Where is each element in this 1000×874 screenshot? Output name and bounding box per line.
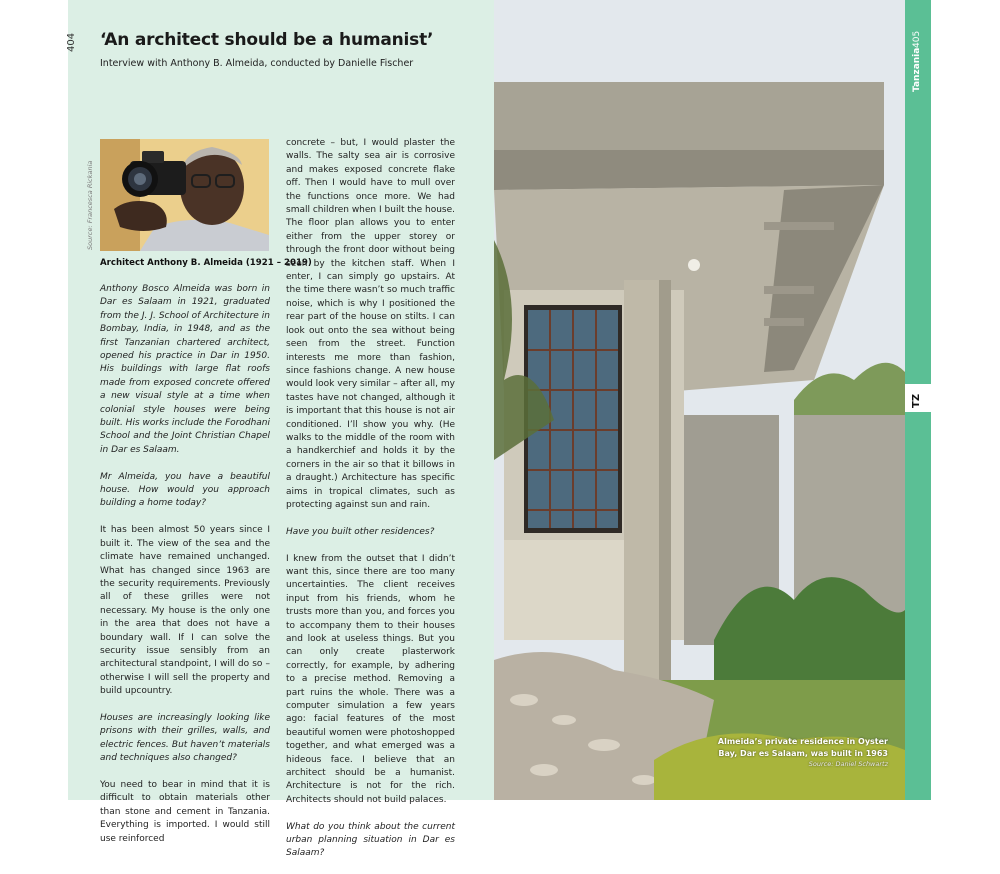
text-column-1 [100, 283, 270, 859]
photo-credit: Source: Daniel Schwartz [808, 760, 888, 768]
page-number-left: 404 [66, 32, 77, 52]
text-column-2 [286, 137, 455, 874]
country-label: Tanzania [912, 47, 922, 92]
house-photo [494, 0, 905, 800]
answer-paragraph: concrete – but, I would plaster the walls. The salty sea air is corrosive and makes exposed concrete flake off. Then I would have to mull over the functions once more. We had small children when I built the house. The floor plan allows you to enter either from the upper storey or through the front door without being seen by the kitchen staff. When I enter, I can simply go upstairs. At the time there wasn’t so much traffic noise, which is why I positioned the rear part of the house on stilts. I can look out onto the sea without being seen from the street. Function interests me more than fashion, since fashions change. A new house would look very similar – after all, my tastes have not changed, although it is important that this house is not air conditioned. I’ll show you why. (He walks to the middle of the room with a handkerchief and holds it by the corners in the air so that it billows in a draught.) Architecture has specific aims in tropical climates, such as protecting against sun and rain. [286, 138, 455, 510]
question-paragraph: What do you think about the current urban planning situation in Dar es Salaam? [286, 821, 455, 859]
question-paragraph: Mr Almeida, you have a beautiful house. How would you approach building a home today? [100, 471, 270, 509]
country-tab-label: TZ [911, 393, 922, 408]
bio-paragraph: Anthony Bosco Almeida was born in Dar es Salaam in 1921, graduated from the J. J. School of Architecture in Bombay, India, in 1948, and as the first Tanzanian chartered architect, opened his practice in Dar in 1950. His buildings with large flat roofs made from exposed concrete offered a new visual style at a time when colonial style houses were being built. His works include the Forodhani School and the Joint Christian Chapel in Dar es Salaam. [100, 284, 270, 455]
answer-paragraph: It has been almost 50 years since I built it. The view of the sea and the climate have remained unchanged. What has changed since 1963 are the security requirements. Previously all of these grilles were not necessary. My house is the only one in the area that does not have a boundary wall. If I can solve the security issue sensibly from an architectural standpoint, I will do so – otherwise I will sell the property and build upcountry. [100, 525, 270, 697]
answer-paragraph: I knew from the outset that I didn’t want this, since there are too many uncertainties. The client receives input from his friends, whom he trusts more than you, and forces you to accompany them to their houses and look at useless things. But you can only create plasterwork correctly, for example, by adhering to a precise method. Removing a part ruins the whole. There was a computer simulation a few years ago: facial features of the most beautiful women were photoshopped together, and what emerged was a hideous face. I believe that an architect should be a humanist. Architecture is not for the rich. Architects should not build palaces. [286, 553, 455, 805]
answer-paragraph: You need to bear in mind that it is difficult to obtain materials other than stone and cement in Tanzania. Everything is imported. I would still use reinforced [100, 779, 270, 844]
portrait-caption: Architect Anthony B. Almeida (1921 – 2019) [100, 258, 312, 268]
photo-caption: Almeida’s private residence in Oyster Bay, Dar es Salaam, was built in 1963 [717, 737, 888, 758]
portrait-photo [100, 139, 269, 251]
question-paragraph: Have you built other residences? [286, 526, 435, 537]
page-number-right: 405 [912, 30, 922, 48]
question-paragraph: Houses are increasingly looking like prisons with their grilles, walls, and electric fences. But haven’t materials and techniques also changed? [100, 712, 270, 764]
article-title: ‘An architect should be a humanist’ [100, 30, 434, 50]
portrait-credit: Source: Francesca Rickania [86, 160, 94, 250]
article-subtitle: Interview with Anthony B. Almeida, conducted by Danielle Fischer [100, 58, 414, 69]
